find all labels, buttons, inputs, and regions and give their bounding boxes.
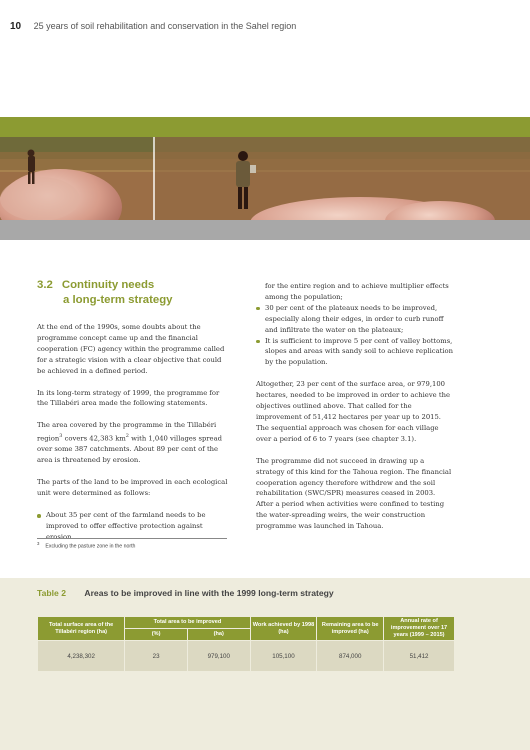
header-total-surface: Total surface area of the Tillabéri region (ha) [38, 617, 124, 640]
table-caption [37, 588, 334, 598]
section-title-line1: Continuity needs [61, 279, 155, 291]
section-heading [37, 278, 230, 308]
running-header [10, 21, 296, 32]
footnote-number: 3 [37, 541, 40, 546]
table-cell: 51,412 [384, 641, 454, 671]
paragraph: Altogether, 23 per cent of the surface area, or 979,100 hectares, needed to be improved in order to achieve the objectives outlined above. That called for the improvement of 51,412 hectares per year up to 2015. The sequential approach was chosen for each village over a period of 6 to 7 years (see chapter 3.1). [256, 380, 450, 443]
table-cell: 105,100 [251, 641, 317, 671]
header-work-achieved: Work achieved by 1998 (ha) [251, 617, 317, 640]
left-column [37, 278, 230, 554]
page-number: 10 [10, 21, 22, 32]
bullet-item: 30 per cent of the plateaux needs to be improved, especially along their edges, in order to curb runoff and infiltrate the water on the plateaux; [256, 303, 453, 336]
header-hectares: (ha) [188, 629, 250, 640]
bullet-continuation: for the entire region and to achieve multiplier effects among the population; [265, 282, 449, 301]
header-annual-rate: Annual rate of improvement over 17 years (1999 – 2015) [384, 617, 454, 640]
data-table [37, 616, 455, 672]
header-percent: (%) [125, 629, 187, 640]
onion-harvest-photo [0, 117, 530, 240]
footnote-text: Excluding the pasture zone in the north [45, 543, 136, 550]
section-title-line2: a long-term strategy [63, 294, 173, 306]
table-cell: 979,100 [188, 641, 250, 671]
table-title: Areas to be improved in line with the 1999 long-term strategy [84, 588, 334, 598]
bullet-item: About 35 per cent of the farmland needs to be improved to offer effective protection against erosion [37, 510, 230, 543]
table-cell: 874,000 [317, 641, 383, 671]
table-cell: 23 [125, 641, 187, 671]
paragraph: The area covered by the programme in the Tillabéri region$^3$ covers 42,383 $km^2$ with 1,040 villages spread over some 387 catchments. About 89 per cent of the area is threatened by erosion. [37, 421, 222, 465]
paragraph: At the end of the 1990s, some doubts about the programme concept came up and the financial cooperation (FC) agency within the programme called for a strategic vision with a clear objective that could be achieved in a defined period. [37, 323, 225, 375]
bullet-item: It is sufficient to improve 5 per cent of valley bottoms, slopes and areas with sandy soil to achieve replication by the population. [256, 336, 453, 369]
running-title: 25 years of soil rehabilitation and conservation in the Sahel region [33, 21, 297, 31]
footnote [37, 541, 135, 550]
paragraph: The parts of the land to be improved in each ecological unit were determined as follows: [37, 478, 228, 498]
right-column [256, 281, 453, 543]
table-row [38, 641, 454, 671]
header-area-to-improve: Total area to be improved [125, 617, 249, 628]
paragraph: In its long-term strategy of 1999, the programme for the Tillabéri area made the following statements. [37, 388, 220, 408]
header-remaining-area: Remaining area to be improved (ha) [317, 617, 383, 640]
paragraph: The programme did not succeed in drawing up a strategy of this kind for the Tahoua region. The financial cooperation agency therefore withdrew and the soil rehabilitation (SWC/SPR) measures ceased in 2003. After a period when activities were confined to testing the water-spreading weirs, the weir construction programme was launched in Tahoua. [256, 456, 452, 531]
footnote-ref: 3 [59, 433, 63, 440]
section-number: 3.2 [37, 279, 53, 291]
footnote-rule [37, 538, 227, 539]
table-label: Table 2 [37, 588, 66, 598]
bullet-list [256, 303, 453, 368]
table-cell: 4,238,302 [38, 641, 124, 671]
